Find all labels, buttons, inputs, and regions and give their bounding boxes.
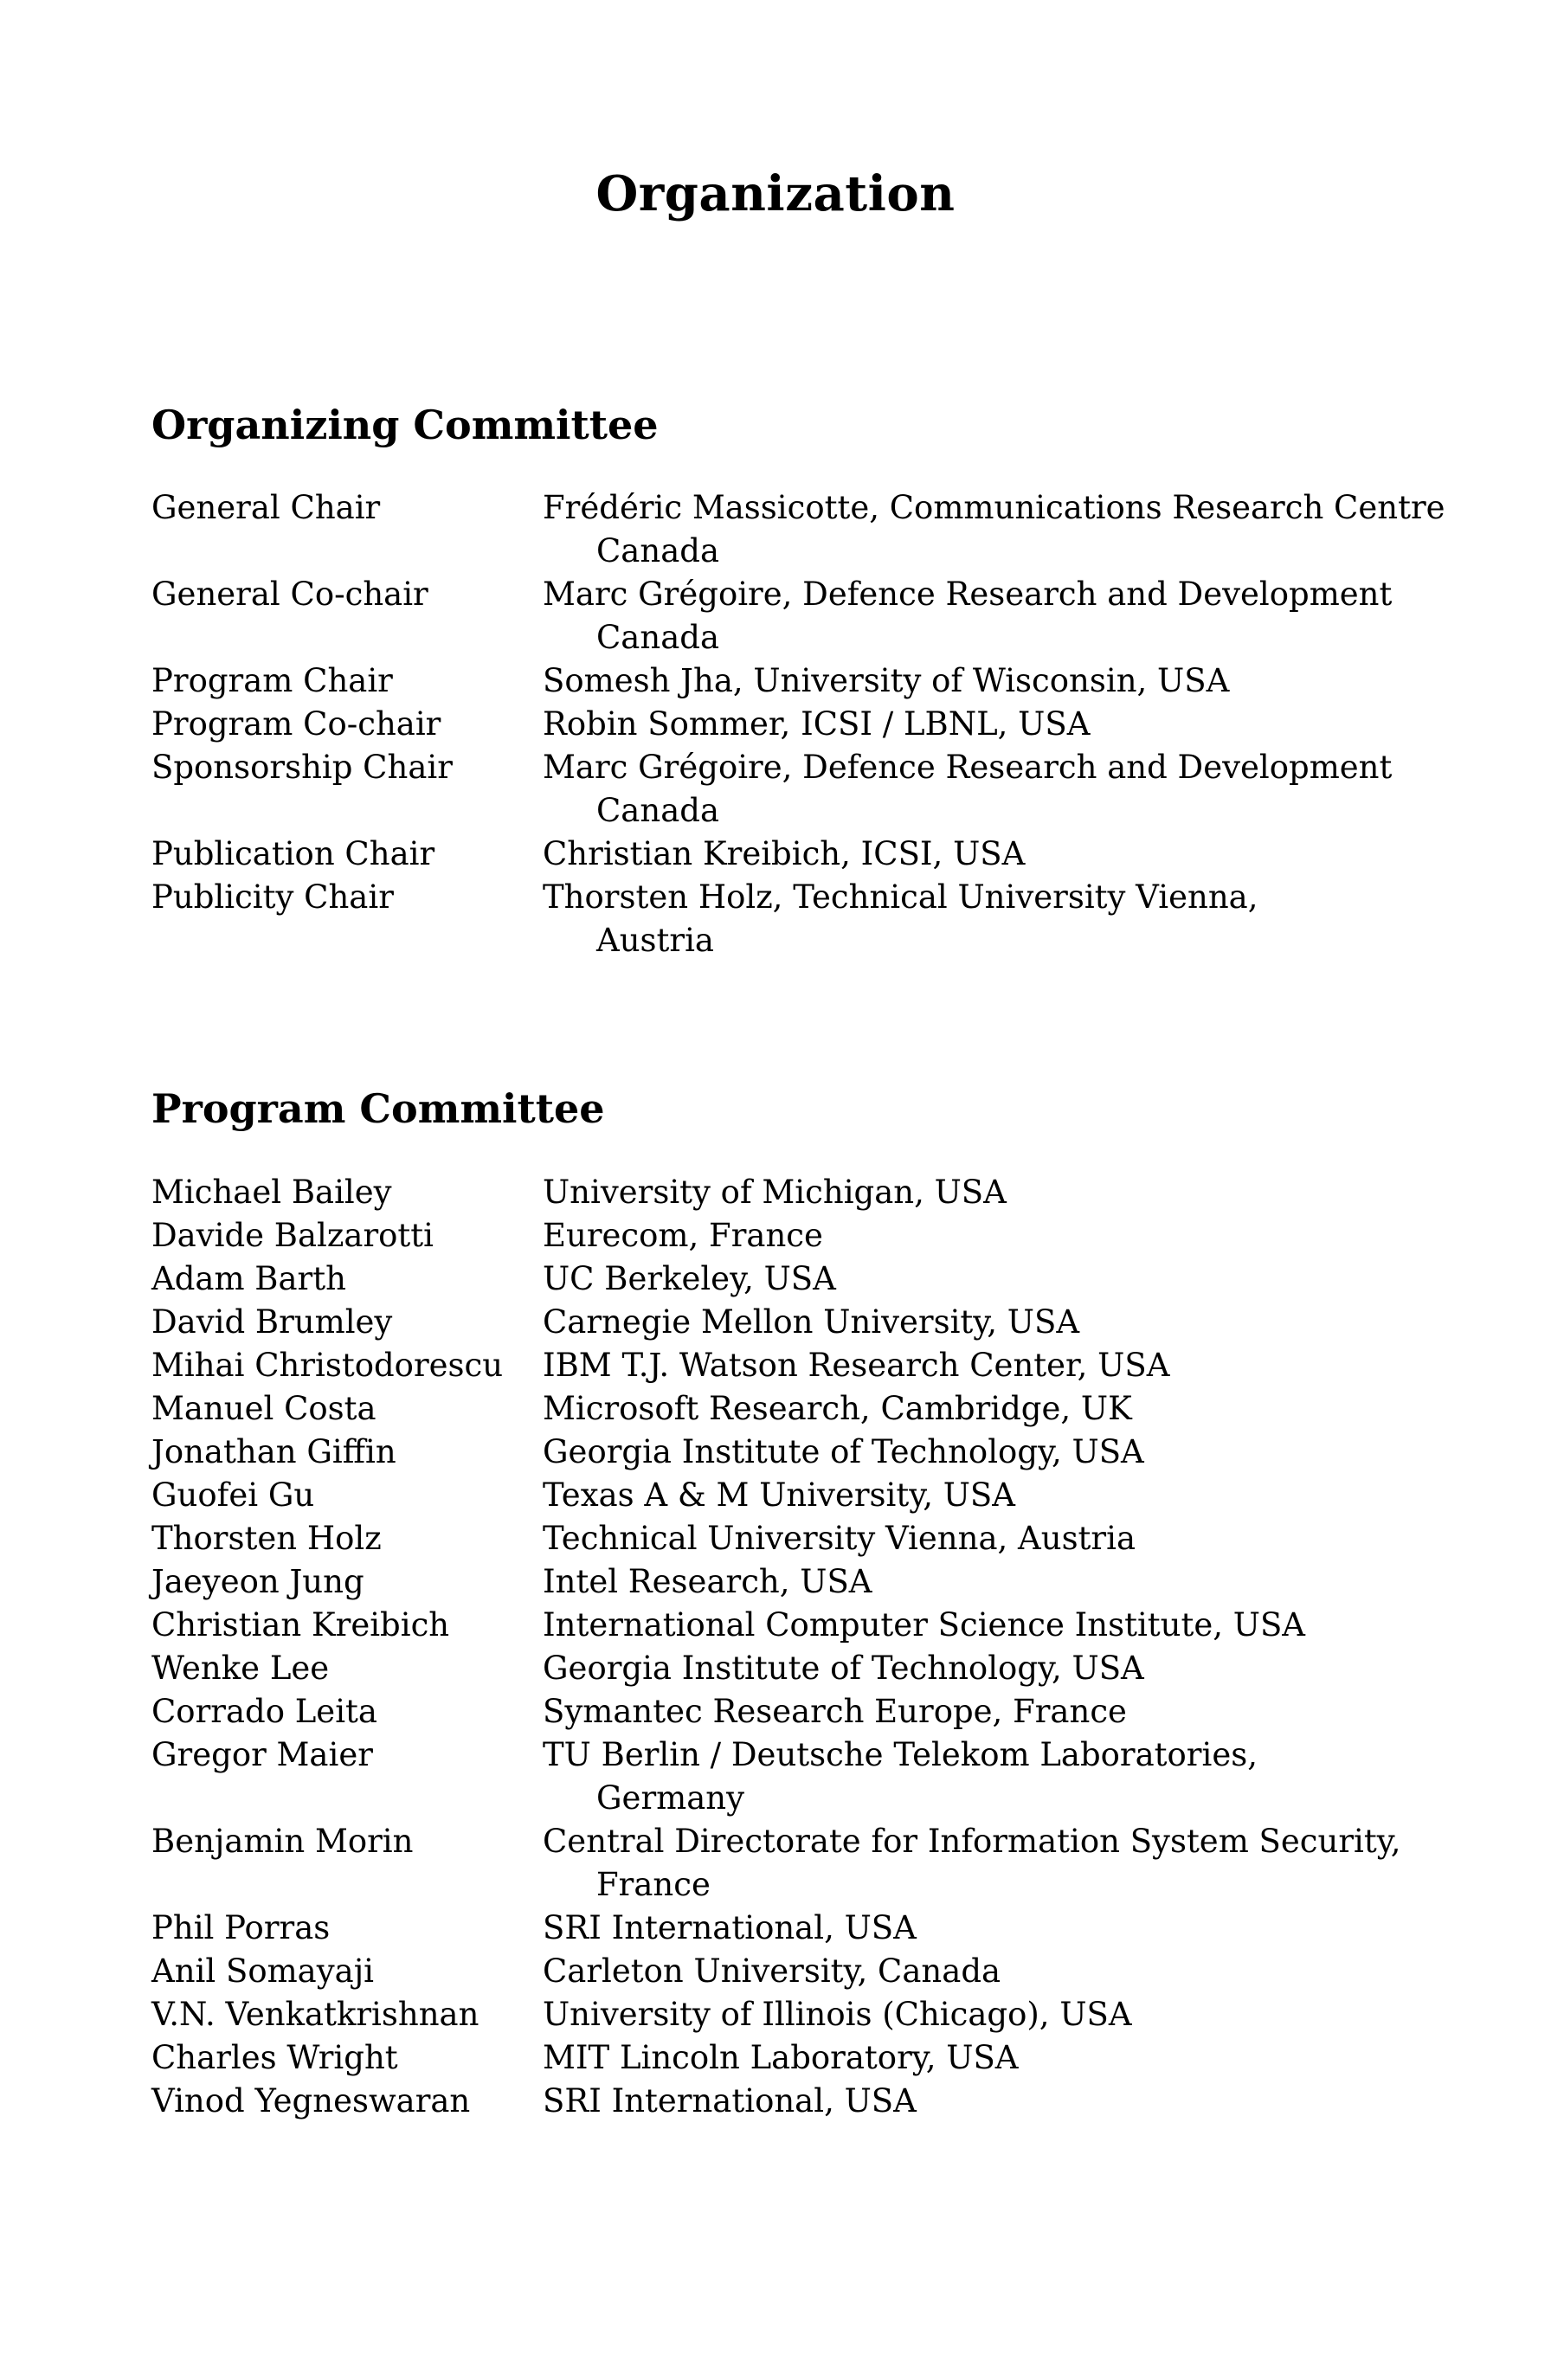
affiliation-line: Texas A & M University, USA xyxy=(543,1476,1015,1514)
member-name: Jonathan Giffin xyxy=(151,1433,396,1470)
organizing-committee-row xyxy=(151,703,1415,746)
member-name: Davide Balzarotti xyxy=(151,1217,434,1254)
affiliation xyxy=(543,1474,1415,1517)
member-name: David Brumley xyxy=(151,1303,393,1341)
program-committee-row xyxy=(151,1517,1415,1560)
role-label: General Chair xyxy=(151,489,381,526)
member-affiliation xyxy=(543,659,1415,703)
program-committee-row xyxy=(151,1993,1415,2036)
member-name: Guofei Gu xyxy=(151,1476,315,1514)
member-name: Benjamin Morin xyxy=(151,1823,414,1860)
affiliation-continuation-line: Germany xyxy=(596,1779,745,1817)
role-label: Publication Chair xyxy=(151,835,435,872)
program-committee-row xyxy=(151,1171,1415,1214)
member-name: Mihai Christodorescu xyxy=(151,1347,504,1384)
affiliation xyxy=(543,1690,1415,1734)
affiliation-line: Technical University Vienna, Austria xyxy=(543,1520,1136,1557)
organizing-committee-row xyxy=(151,746,1415,833)
affiliation-line: International Computer Science Institute, USA xyxy=(543,1606,1306,1643)
affiliation xyxy=(543,1993,1415,2036)
program-committee-list xyxy=(151,1171,1415,2123)
affiliation xyxy=(543,1604,1415,1647)
affiliation-line: Georgia Institute of Technology, USA xyxy=(543,1433,1144,1470)
program-committee-heading: Program Committee xyxy=(151,1085,605,1132)
program-committee-row xyxy=(151,1344,1415,1387)
affiliation-line: Intel Research, USA xyxy=(543,1563,872,1600)
member-name: Thorsten Holz xyxy=(151,1520,382,1557)
affiliation-line: Symantec Research Europe, France xyxy=(543,1693,1127,1730)
affiliation-continuation-line: Canada xyxy=(596,619,720,656)
organizing-committee-list xyxy=(151,486,1445,962)
affiliation xyxy=(543,1734,1415,1820)
affiliation-line: Frédéric Massicotte, Communications Research Centre xyxy=(543,489,1445,526)
member-name: Phil Porras xyxy=(151,1909,331,1946)
affiliation-line: Central Directorate for Information System Security, xyxy=(543,1823,1401,1860)
member-name: V.N. Venkatkrishnan xyxy=(151,1996,479,2033)
organizing-committee-row xyxy=(151,833,1415,876)
member-name: Wenke Lee xyxy=(151,1650,330,1687)
affiliation-line: Microsoft Research, Cambridge, UK xyxy=(543,1390,1132,1427)
member-name: Charles Wright xyxy=(151,2039,398,2076)
member-affiliation xyxy=(543,746,1415,833)
affiliation-line: Somesh Jha, University of Wisconsin, USA xyxy=(543,662,1230,699)
member-name: Gregor Maier xyxy=(151,1736,373,1773)
affiliation-continuation-line: Canada xyxy=(596,532,720,569)
program-committee-row xyxy=(151,1950,1415,1993)
member-affiliation xyxy=(543,703,1415,746)
member-affiliation xyxy=(543,833,1415,876)
organizing-committee-row xyxy=(151,486,1445,573)
affiliation-continuation-line: Austria xyxy=(596,922,714,959)
page-title: Organization xyxy=(595,165,956,222)
member-affiliation xyxy=(543,876,1415,962)
affiliation-line: Robin Sommer, ICSI / LBNL, USA xyxy=(543,705,1091,743)
member-name: Christian Kreibich xyxy=(151,1606,450,1643)
member-name: Vinod Yegneswaran xyxy=(151,2082,471,2119)
affiliation-line: SRI International, USA xyxy=(543,2082,917,2119)
role-label: Program Chair xyxy=(151,662,393,699)
program-committee-row xyxy=(151,1907,1415,1950)
organizing-committee-row xyxy=(151,876,1415,962)
affiliation-line: MIT Lincoln Laboratory, USA xyxy=(543,2039,1019,2076)
role-label: Program Co-chair xyxy=(151,705,441,743)
program-committee-row xyxy=(151,1604,1415,1647)
affiliation-line: Christian Kreibich, ICSI, USA xyxy=(543,835,1026,872)
affiliation-line: SRI International, USA xyxy=(543,1909,917,1946)
program-committee-row xyxy=(151,1690,1415,1734)
affiliation xyxy=(543,1301,1415,1344)
program-committee-row xyxy=(151,1734,1415,1820)
member-name: Corrado Leita xyxy=(151,1693,377,1730)
program-committee-row xyxy=(151,1820,1415,1907)
program-committee-row xyxy=(151,1474,1415,1517)
affiliation-line: Carleton University, Canada xyxy=(543,1952,1001,1990)
organizing-committee-heading: Organizing Committee xyxy=(151,402,659,448)
affiliation-continuation-line: Canada xyxy=(596,792,720,829)
member-affiliation xyxy=(543,573,1415,659)
member-name: Michael Bailey xyxy=(151,1174,392,1211)
affiliation xyxy=(543,1820,1415,1907)
program-committee-row xyxy=(151,2080,1415,2123)
affiliation xyxy=(543,1647,1415,1690)
affiliation-line: University of Illinois (Chicago), USA xyxy=(543,1996,1132,2033)
role-label: Publicity Chair xyxy=(151,878,394,916)
affiliation-line: Marc Grégoire, Defence Research and Development xyxy=(543,749,1393,786)
program-committee-row xyxy=(151,1387,1415,1431)
affiliation-line: Thorsten Holz, Technical University Vienna, xyxy=(543,878,1258,916)
affiliation-line: IBM T.J. Watson Research Center, USA xyxy=(543,1347,1170,1384)
program-committee-row xyxy=(151,1214,1415,1258)
affiliation xyxy=(543,2036,1415,2080)
affiliation-line: Marc Grégoire, Defence Research and Development xyxy=(543,576,1393,613)
member-name: Anil Somayaji xyxy=(151,1952,375,1990)
affiliation xyxy=(543,2080,1415,2123)
member-affiliation xyxy=(543,486,1445,573)
affiliation xyxy=(543,1950,1415,1993)
affiliation-line: TU Berlin / Deutsche Telekom Laboratories, xyxy=(543,1736,1258,1773)
affiliation xyxy=(543,1560,1415,1604)
role-label: Sponsorship Chair xyxy=(151,749,453,786)
affiliation xyxy=(543,1258,1415,1301)
program-committee-row xyxy=(151,1258,1415,1301)
organizing-committee-row xyxy=(151,573,1415,659)
program-committee-row xyxy=(151,1301,1415,1344)
affiliation xyxy=(543,1344,1415,1387)
program-committee-row xyxy=(151,2036,1415,2080)
member-name: Adam Barth xyxy=(151,1260,346,1297)
affiliation xyxy=(543,1907,1415,1950)
affiliation xyxy=(543,1387,1415,1431)
affiliation xyxy=(543,1517,1415,1560)
affiliation-continuation-line: France xyxy=(596,1866,711,1903)
affiliation-line: University of Michigan, USA xyxy=(543,1174,1007,1211)
affiliation-line: Carnegie Mellon University, USA xyxy=(543,1303,1080,1341)
program-committee-row xyxy=(151,1560,1415,1604)
role-label: General Co-chair xyxy=(151,576,428,613)
affiliation-line: Eurecom, France xyxy=(543,1217,823,1254)
affiliation-line: Georgia Institute of Technology, USA xyxy=(543,1650,1144,1687)
affiliation-line: UC Berkeley, USA xyxy=(543,1260,836,1297)
program-committee-row xyxy=(151,1647,1415,1690)
program-committee-row xyxy=(151,1431,1415,1474)
affiliation xyxy=(543,1214,1415,1258)
affiliation xyxy=(543,1171,1415,1214)
affiliation xyxy=(543,1431,1415,1474)
member-name: Jaeyeon Jung xyxy=(151,1563,364,1600)
member-name: Manuel Costa xyxy=(151,1390,376,1427)
organizing-committee-row xyxy=(151,659,1415,703)
